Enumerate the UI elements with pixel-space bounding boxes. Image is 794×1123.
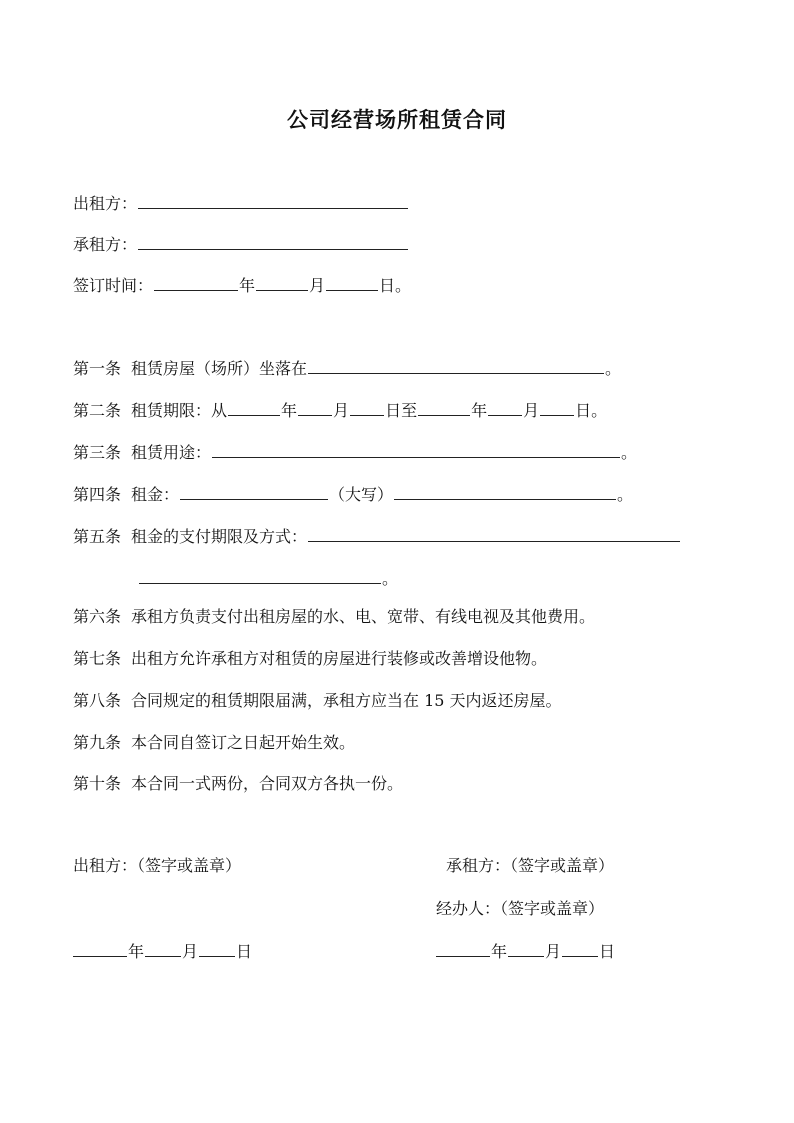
lessor-sign-date bbox=[73, 940, 252, 962]
article-text: 租金： bbox=[131, 485, 180, 504]
year-label: 年 bbox=[471, 401, 488, 420]
article-8 bbox=[73, 690, 562, 712]
year-label: 年 bbox=[281, 401, 298, 420]
article-5-cont bbox=[138, 567, 398, 589]
agent-signature: 经办人：（签字或盖章） bbox=[436, 899, 605, 918]
month-blank bbox=[508, 940, 544, 957]
article-text: 出租方允许承租方对租赁的房屋进行装修或改善增设他物。 bbox=[131, 649, 548, 668]
day-label: 日。 bbox=[575, 401, 608, 420]
article-6 bbox=[73, 606, 595, 628]
lessee-field bbox=[73, 233, 409, 255]
article-2 bbox=[73, 399, 607, 421]
article-number: 第三条 bbox=[73, 443, 122, 462]
article-1 bbox=[73, 357, 621, 379]
sign-date-field bbox=[73, 274, 411, 296]
period: 。 bbox=[621, 443, 638, 462]
start-day-blank bbox=[350, 399, 384, 416]
year-label: 年 bbox=[239, 276, 256, 295]
year-label: 年 bbox=[491, 942, 508, 961]
period: 。 bbox=[617, 485, 634, 504]
year-blank bbox=[436, 940, 490, 957]
month-label: 月 bbox=[523, 401, 540, 420]
end-year-blank bbox=[418, 399, 470, 416]
article-text: 合同规定的租赁期限届满，承租方应当在 15 天内返还房屋。 bbox=[131, 691, 562, 710]
month-blank bbox=[145, 940, 181, 957]
day-label: 日 bbox=[599, 942, 616, 961]
article-4 bbox=[73, 483, 633, 505]
day-blank bbox=[199, 940, 235, 957]
period: 。 bbox=[382, 569, 399, 588]
article-7 bbox=[73, 648, 547, 670]
article-10 bbox=[73, 773, 403, 795]
article-3 bbox=[73, 441, 637, 463]
lessee-blank bbox=[138, 233, 408, 250]
start-month-blank bbox=[298, 399, 332, 416]
article-text: 租金的支付期限及方式： bbox=[131, 527, 308, 546]
article-number: 第十条 bbox=[73, 774, 122, 793]
lessor-field bbox=[73, 192, 409, 214]
article-text: 承租方负责支付出租房屋的水、电、宽带、有线电视及其他费用。 bbox=[131, 607, 596, 626]
month-label: 月 bbox=[333, 401, 350, 420]
uppercase-label: （大写） bbox=[329, 485, 394, 504]
article-number: 第六条 bbox=[73, 607, 122, 626]
article-text: 租赁房屋（场所）坐落在 bbox=[131, 359, 308, 378]
location-blank bbox=[308, 357, 604, 374]
period: 。 bbox=[605, 359, 622, 378]
article-number: 第二条 bbox=[73, 401, 122, 420]
article-number: 第七条 bbox=[73, 649, 122, 668]
payment-blank-1 bbox=[308, 525, 680, 542]
payment-blank-2 bbox=[139, 567, 381, 584]
month-blank bbox=[256, 274, 308, 291]
article-number: 第八条 bbox=[73, 691, 122, 710]
year-blank bbox=[154, 274, 238, 291]
article-number: 第九条 bbox=[73, 733, 122, 752]
article-number: 第一条 bbox=[73, 359, 122, 378]
article-text: 租赁用途： bbox=[131, 443, 212, 462]
day-label: 日。 bbox=[379, 276, 412, 295]
article-number: 第五条 bbox=[73, 527, 122, 546]
month-label: 月 bbox=[545, 942, 562, 961]
lessor-blank bbox=[138, 192, 408, 209]
article-5 bbox=[73, 525, 681, 547]
day-blank bbox=[326, 274, 378, 291]
rent-uppercase-blank bbox=[394, 483, 616, 500]
month-label: 月 bbox=[309, 276, 326, 295]
day-label: 日 bbox=[236, 942, 253, 961]
article-text: 租赁期限：从 bbox=[131, 401, 228, 420]
article-text: 本合同自签订之日起开始生效。 bbox=[131, 733, 356, 752]
article-9 bbox=[73, 732, 355, 754]
document-title: 公司经营场所租赁合同 bbox=[287, 107, 507, 132]
day-blank bbox=[562, 940, 598, 957]
end-day-blank bbox=[540, 399, 574, 416]
lessor-signature: 出租方：（签字或盖章） bbox=[73, 856, 242, 875]
sign-date-label: 签订时间： bbox=[73, 276, 154, 295]
lessee-signature: 承租方：（签字或盖章） bbox=[446, 856, 615, 875]
article-number: 第四条 bbox=[73, 485, 122, 504]
start-year-blank bbox=[228, 399, 280, 416]
end-month-blank bbox=[488, 399, 522, 416]
article-text: 本合同一式两份，合同双方各执一份。 bbox=[131, 774, 404, 793]
lessor-label: 出租方： bbox=[73, 194, 138, 213]
year-label: 年 bbox=[128, 942, 145, 961]
year-blank bbox=[73, 940, 127, 957]
rent-amount-blank bbox=[180, 483, 328, 500]
lessee-label: 承租方： bbox=[73, 235, 138, 254]
lessee-sign-date bbox=[436, 940, 615, 962]
purpose-blank bbox=[212, 441, 620, 458]
day-label: 日至 bbox=[385, 401, 418, 420]
month-label: 月 bbox=[182, 942, 199, 961]
